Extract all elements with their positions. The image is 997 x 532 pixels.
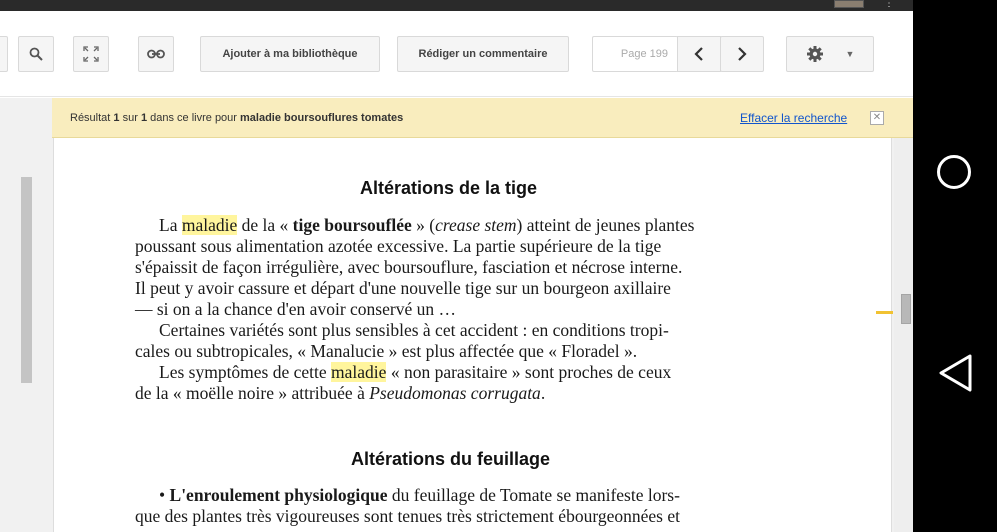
- text-line: poussant sous alimentation azotée excessive. La partie supérieure de la tige: [135, 236, 662, 256]
- android-nav-bar: [913, 0, 997, 532]
- text-line: Les symptômes de cette maladie « non parasitaire » sont proches de ceux: [159, 362, 672, 382]
- settings-menu-button[interactable]: [786, 36, 874, 72]
- right-scrollbar-track: [894, 138, 913, 532]
- add-to-library-button[interactable]: Ajouter à ma bibliothèque: [200, 36, 380, 72]
- overflow-icon[interactable]: ⋮: [884, 0, 894, 9]
- top-strip: [0, 0, 913, 11]
- magnifier-icon: [29, 47, 43, 61]
- search-in-book-button[interactable]: [18, 36, 54, 72]
- previous-page-button[interactable]: [677, 36, 721, 72]
- text-line: — si on a la chance d'en avoir conservé un …: [135, 299, 456, 319]
- page-text: [135, 485, 815, 527]
- page-text: [135, 215, 815, 404]
- left-scrollbar[interactable]: [21, 177, 32, 383]
- text-line: de la « moëlle noire » attribuée à Pseudomonas corrugata.: [135, 383, 546, 403]
- fullscreen-button[interactable]: [73, 36, 109, 72]
- link-icon: [147, 49, 165, 59]
- right-scrollbar-thumb[interactable]: [901, 294, 911, 324]
- section-heading: Altérations de la tige: [360, 178, 538, 198]
- chevron-down-icon: ▼: [845, 49, 855, 59]
- gear-icon: [806, 45, 824, 63]
- text-line: s'épaissit de façon irrégulière, avec boursouflure, fasciation et nécrose interne.: [135, 257, 683, 277]
- highlighted-term: maladie: [331, 362, 387, 382]
- expand-icon: [83, 46, 99, 62]
- section-heading: Altérations du feuillage: [351, 449, 551, 469]
- clear-search-link[interactable]: Effacer la recherche: [740, 111, 848, 125]
- search-hit-marker[interactable]: [876, 311, 893, 314]
- highlighted-term: maladie: [181, 215, 238, 235]
- zoom-button-partial[interactable]: [0, 36, 8, 72]
- next-page-button[interactable]: [720, 36, 764, 72]
- write-review-button[interactable]: Rédiger un commentaire: [397, 36, 569, 72]
- text-line: Il peut y avoir cassure et départ d'une nouvelle tige sur un bourgeon axillaire: [135, 278, 671, 298]
- link-button[interactable]: [138, 36, 174, 72]
- page-number-field[interactable]: [592, 36, 678, 72]
- chevron-right-icon: [737, 46, 747, 62]
- page-number-label: Page 199: [620, 48, 668, 60]
- text-line: que des plantes très vigoureuses sont tenues très strictement ébourgeonnées et: [135, 506, 680, 526]
- text-line: La maladie de la « tige boursouflée » (crease stem) atteint de jeunes plantes: [159, 215, 695, 235]
- back-icon[interactable]: [937, 353, 973, 398]
- chevron-left-icon: [694, 46, 704, 62]
- book-toolbar: [0, 11, 913, 97]
- close-icon[interactable]: ✕: [870, 111, 884, 125]
- search-result-text: Résultat 1 sur 1 dans ce livre pour maladie boursouflures tomates: [70, 112, 404, 124]
- home-icon[interactable]: [937, 155, 971, 189]
- search-result-bar: [52, 98, 913, 138]
- search-query: maladie boursouflures tomates: [240, 112, 404, 124]
- text-line: • L'enroulement physiologique du feuillage de Tomate se manifeste lors-: [159, 485, 680, 505]
- account-avatar[interactable]: [834, 0, 864, 8]
- text-line: Certaines variétés sont plus sensibles à cet accident : en conditions tropi-: [159, 320, 669, 340]
- text-line: cales ou subtropicales, « Manalucie » est plus affectée que « Floradel ».: [135, 341, 638, 361]
